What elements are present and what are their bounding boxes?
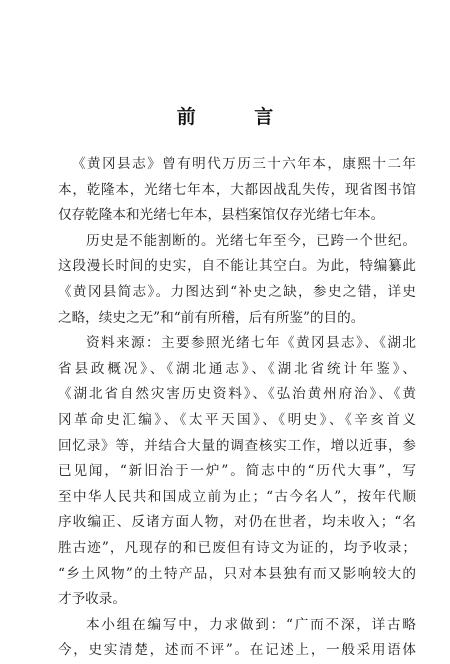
text-line: 今，史实清楚，述而不评”。在记述上，一般采用语体 xyxy=(58,642,416,659)
text-line: 冈革命史汇编》、《太平天国》、《明史》、《辛亥首义 xyxy=(58,411,416,428)
text-line: 胜古迹”，凡现存的和已废但有诗文为证的，均予收录； xyxy=(58,539,416,556)
text-line: 《湖北省自然灾害历史资料》、《弘治黄州府治》、《黄 xyxy=(58,386,416,403)
text-line: 资料来源：主要参照光绪七年《黄冈县志》、《湖北 xyxy=(86,335,416,352)
text-line: 之略，续史之无”和“前有所稽，后有所鉴”的目的。 xyxy=(58,309,365,326)
text-line: 这段漫长时间的史实，自不能让其空白。为此，特编纂此 xyxy=(58,258,416,275)
text-line: 回忆录》等，并结合大量的调查核实工作，增以近事，参 xyxy=(58,437,416,454)
text-line: 序收编正、反诸方面人物，对仍在世者，均未收入；“名 xyxy=(58,514,416,531)
text-line: 至中华人民共和国成立前为止；“古今名人”，按年代顺 xyxy=(58,488,416,505)
page-title: 前 言 xyxy=(176,106,300,128)
text-line: 省县政概况》、《湖北通志》、《湖北省统计年鉴》、 xyxy=(58,360,416,377)
text-line: 才予收录。 xyxy=(58,591,126,608)
text-line: 历史是不能割断的。光绪七年至今，已跨一个世纪。 xyxy=(86,232,416,249)
text-line: 本小组在编写中，力求做到：“广而不深，详古略 xyxy=(86,616,416,633)
text-line: 《黄冈县志》曾有明代万历三十六年本，康熙十二年 xyxy=(72,156,416,172)
preface-body xyxy=(58,152,416,664)
text-line: “乡土风物”的土特产品，只对本县独有而又影响较大的 xyxy=(58,565,416,582)
text-line: 已见闻，“新旧治于一炉”。简志中的“历代大事”，写 xyxy=(58,463,416,480)
text-line: 仅存乾隆本和光绪七年本，县档案馆仅存光绪七年本。 xyxy=(58,207,385,224)
text-line: 本，乾隆本，光绪七年本，大都因战乱失传，现省图书馆 xyxy=(58,181,416,198)
text-line: 《黄冈县简志》。力图达到“补史之缺，参史之错，详史 xyxy=(58,283,416,300)
